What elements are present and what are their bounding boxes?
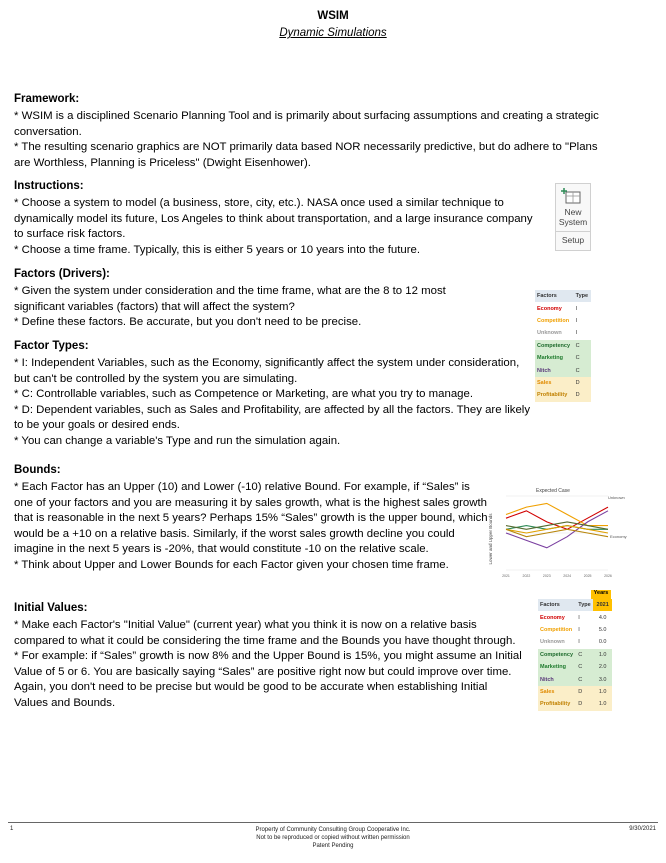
col-year: 2021 <box>593 599 612 611</box>
factors-heading: Factors (Drivers): <box>14 268 110 280</box>
chart-ylabel: Lower and Upper Bounds <box>488 513 493 565</box>
table-row <box>538 698 612 710</box>
factor-name: Profitability <box>540 701 571 708</box>
factor-value[interactable]: 1.0 <box>598 651 607 658</box>
initial-values-section <box>14 601 524 712</box>
instructions-heading: Instructions: <box>14 180 84 192</box>
factor-type: C <box>578 676 583 683</box>
table-row <box>535 389 591 401</box>
framework-section <box>14 92 604 171</box>
factor-type: C <box>575 355 580 362</box>
factor-name: Marketing <box>540 664 566 671</box>
factor-types-p2: * C: Controllable variables, such as Competence or Marketing, are what you try to manage. <box>14 388 474 401</box>
factor-name: Competency <box>540 651 574 658</box>
factors-p1: * Given the system under consideration and the time frame, what are the 8 to 12 most significant variables (factors) that will affect the system? <box>14 285 446 313</box>
factor-type: C <box>575 367 580 374</box>
factor-type: C <box>575 342 580 349</box>
chart-x-tick: 2025 <box>583 574 592 578</box>
factor-types-section <box>14 339 536 450</box>
factor-name: Marketing <box>537 355 563 362</box>
chart-x-tick: 2022 <box>522 574 531 578</box>
table-row <box>535 327 591 339</box>
factor-value[interactable]: 1.0 <box>598 701 607 708</box>
factors-p2: * Define these factors. Be accurate, but you don't need to be precise. <box>14 316 362 329</box>
factor-types-p3: * D: Dependent variables, such as Sales and Profitability, are affected by all the factors. They are likely to be your goals or desired ends. <box>14 403 531 432</box>
bounds-heading: Bounds: <box>14 464 61 476</box>
initial-values-table-header <box>538 599 612 611</box>
col-factors: Factors <box>538 599 576 611</box>
chart-x-tick: 2021 <box>502 574 510 578</box>
chart-x-tick: 2024 <box>563 574 572 578</box>
factor-type: D <box>578 688 583 695</box>
factor-type: I <box>578 614 580 621</box>
factor-value[interactable]: 5.0 <box>598 626 607 633</box>
factor-value[interactable]: 1.0 <box>598 688 607 695</box>
factor-name: Competition <box>540 626 573 633</box>
table-row <box>538 624 612 636</box>
initial-values-table <box>538 599 612 711</box>
factor-type-table-header <box>535 290 591 302</box>
factor-name: Nitch <box>537 367 551 374</box>
factor-type: I <box>575 330 578 337</box>
footer-date: 9/30/2021 <box>629 826 656 832</box>
factor-name: Competition <box>537 317 570 324</box>
factor-type: D <box>578 701 583 708</box>
initial-values-p1: * Make each Factor's "Initial Value" (current year) what you think it is now on a relative basis compared to what it could be considering the time frame and the Bounds you have thought through. <box>14 619 516 647</box>
factor-type: I <box>575 305 578 312</box>
table-row <box>535 315 591 327</box>
footer-divider <box>8 822 658 823</box>
bounds-p1: * Each Factor has an Upper (10) and Lower (-10) relative Bound. For example, if “Sales” is one of your factors and you are measuring it by sales growth, what is the highest sales growth that is reasonable in the next 5 years? Perhaps 15% “Sales” growth is the upper bound, which would be a +10 on a relative basis. Similarly, if the worst sales growth decline you could imagine in the next 5 years is -20%, that would constitute -10 on the relative scale. <box>14 481 488 556</box>
new-system-setup-button[interactable] <box>555 183 591 251</box>
table-row <box>535 364 591 376</box>
document-subtitle: Dynamic Simulations <box>279 27 387 39</box>
factor-name: Economy <box>537 305 562 312</box>
chart-x-tick: 2023 <box>542 574 551 578</box>
factors-section <box>14 267 489 331</box>
bounds-p2: * Think about Upper and Lower Bounds for each Factor given your chosen time frame. <box>14 558 449 571</box>
factor-name: Unknown <box>540 639 565 646</box>
factor-type: D <box>575 379 580 386</box>
factor-type: C <box>578 664 583 671</box>
factor-types-p4: * You can change a variable's Type and run the simulation again. <box>14 434 341 447</box>
factor-type: C <box>578 651 583 658</box>
new-system-icon <box>561 187 585 205</box>
col-type: Type <box>576 599 593 611</box>
table-row <box>538 686 612 698</box>
chart-annotation-economy: Economy <box>610 534 627 539</box>
framework-p2: * The resulting scenario graphics are NOT primarily data based NOR necessarily predictive, but do adhere to "Plans are Worthless, Planning is Priceless" (Dwight Eisenhower). <box>14 141 598 169</box>
factor-name: Sales <box>537 379 552 386</box>
table-row <box>535 352 591 364</box>
bounds-section <box>14 463 489 574</box>
instructions-section <box>14 179 539 258</box>
chart-x-tick: 2026 <box>604 574 612 578</box>
factor-type-table <box>535 290 591 402</box>
factor-value[interactable]: 0.0 <box>598 639 607 646</box>
factor-name: Nitch <box>540 676 554 683</box>
factor-name: Competency <box>537 342 571 349</box>
factor-type: I <box>578 626 580 633</box>
factor-name: Unknown <box>537 330 562 337</box>
chart-annotation-unknown: Unknown <box>608 495 625 500</box>
new-system-label-3: Setup <box>556 231 590 245</box>
initial-values-heading: Initial Values: <box>14 602 88 614</box>
table-row <box>535 302 591 314</box>
footer-notice <box>0 826 666 850</box>
footer-notice-line1: Property of Community Consulting Group Cooperative Inc. <box>255 827 411 833</box>
table-row <box>538 661 612 673</box>
instructions-p2: * Choose a time frame. Typically, this is either 5 years or 10 years into the future. <box>14 243 421 256</box>
factor-types-p1: * I: Independent Variables, such as the Economy, significantly affect the system under consideration, but can't be controlled by the system you are simulating. <box>14 357 520 385</box>
new-system-label-1: New <box>564 207 582 217</box>
chart-title: Expected Case <box>536 488 570 494</box>
factor-name: Economy <box>540 614 565 621</box>
table-row <box>535 377 591 389</box>
factor-type: I <box>575 317 578 324</box>
factor-value[interactable]: 4.0 <box>598 614 607 621</box>
table-row <box>538 611 612 623</box>
factor-name: Sales <box>540 688 555 695</box>
table-row <box>538 636 612 648</box>
factor-types-heading: Factor Types: <box>14 340 89 352</box>
col-type: Type <box>574 290 591 302</box>
framework-heading: Framework: <box>14 93 80 105</box>
footer-page-number: 1 <box>10 826 14 832</box>
instructions-p1: * Choose a system to model (a business, store, city, etc.). NASA once used a similar technique to dynamically model its future, Los Angeles to think about transportation, and a large insurance company to surface risk factors. <box>14 197 533 241</box>
new-system-label-2: System <box>558 217 588 227</box>
table-row <box>538 649 612 661</box>
chart-series-competition <box>506 503 608 525</box>
expected-case-chart <box>486 484 627 584</box>
initial-values-p2: * For example: if “Sales” growth is now 8% and the Upper Bound is 15%, you might assume an Initial Value of 5 or 6. You are basically saying “Sales” are positive right now but could improve over time. Again, you don't need to be precise but would be good to be accurate when establishing Initial Values and Bounds. <box>14 650 522 709</box>
framework-p1: * WSIM is a disciplined Scenario Planning Tool and is primarily about surfacing assumptions and creating a strategic conversation. <box>14 110 599 138</box>
col-factors: Factors <box>535 290 574 302</box>
table-row <box>538 673 612 685</box>
factor-type: D <box>575 392 580 399</box>
document-title: WSIM <box>317 10 349 22</box>
factor-type: I <box>578 639 580 646</box>
table-row <box>535 340 591 352</box>
factor-name: Profitability <box>537 392 568 399</box>
factor-value[interactable]: 2.0 <box>598 664 607 671</box>
footer-notice-line3: Patent Pending <box>312 843 354 849</box>
footer-notice-line2: Not to be reproduced or copied without written permission <box>256 835 410 841</box>
factor-value[interactable]: 3.0 <box>598 676 607 683</box>
years-label: Years <box>591 590 611 599</box>
